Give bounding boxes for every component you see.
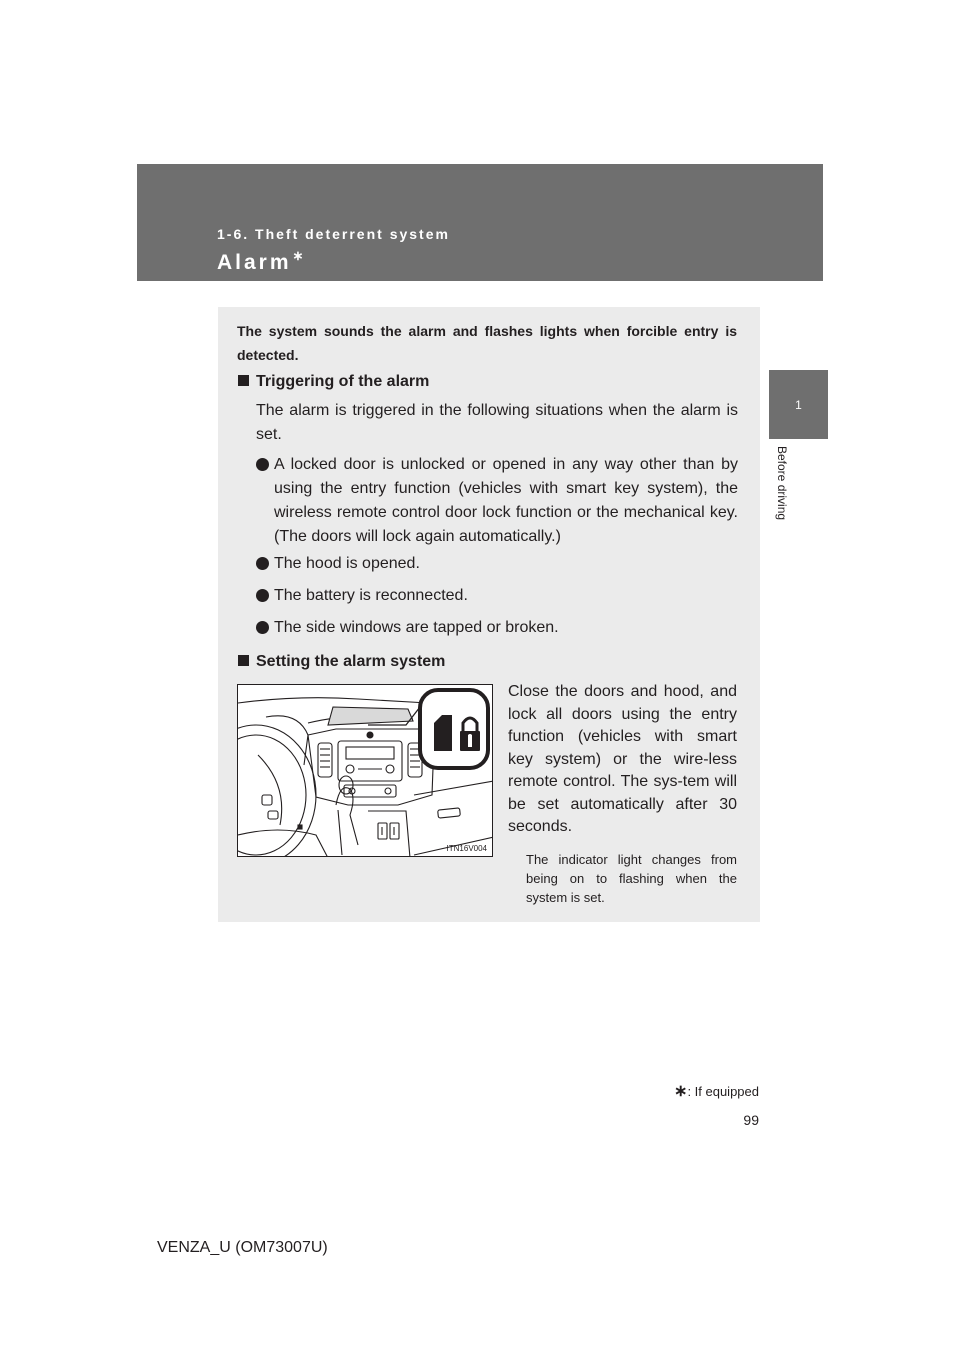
dashboard-drawing <box>238 685 493 857</box>
document-id: VENZA_U (OM73007U) <box>157 1239 328 1256</box>
bullet-text: The hood is opened. <box>274 555 420 572</box>
bullet-text: The side windows are tapped or broken. <box>274 619 559 636</box>
bullet-item <box>256 552 738 576</box>
header-band <box>137 164 823 281</box>
page-title <box>217 248 303 275</box>
dashboard-illustration <box>237 684 493 857</box>
bullet-item <box>256 616 738 640</box>
bullet-dot-icon <box>256 621 269 634</box>
square-bullet-icon <box>238 375 249 386</box>
chapter-tab[interactable] <box>769 370 828 439</box>
figure-code: ITN16V004 <box>446 844 487 853</box>
setting-note: The indicator light changes from being on to flashing when the system is set. <box>526 852 737 905</box>
triggering-text: The alarm is triggered in the following situations when the alarm is set. <box>256 402 738 443</box>
setting-heading-text: Setting the alarm system <box>256 653 446 670</box>
section-label: 1-6. Theft deterrent system <box>217 226 450 242</box>
bullet-item <box>256 584 738 608</box>
bullet-dot-icon <box>256 589 269 602</box>
bullet-dot-icon <box>256 557 269 570</box>
triggering-heading <box>238 373 429 391</box>
setting-text: Close the doors and hood, and lock all doors using the entry function (vehicles with smart key system) or the wire-less remote control. The sys-tem will be set automatically after 30 seconds. <box>508 683 737 835</box>
footnote-asterisk: ∗ <box>674 1083 688 1100</box>
square-bullet-icon <box>238 655 249 666</box>
page-number: 99 <box>743 1112 759 1128</box>
footnote-text: : If equipped <box>687 1084 759 1099</box>
chapter-number: 1 <box>795 397 802 412</box>
intro-text: The system sounds the alarm and flashes lights when forcible entry is detected. <box>237 323 737 363</box>
footnote <box>674 1081 759 1101</box>
bullet-dot-icon <box>256 458 269 471</box>
triggering-heading-text: Triggering of the alarm <box>256 373 430 390</box>
bullet-text: The battery is reconnected. <box>274 587 468 604</box>
chapter-name: Before driving <box>775 446 789 521</box>
bullet-item <box>256 453 738 549</box>
setting-heading <box>238 653 445 671</box>
title-asterisk: ∗ <box>292 248 304 263</box>
content-box <box>218 307 760 922</box>
page-title-text: Alarm <box>217 251 292 274</box>
bullet-text: A locked door is unlocked or opened in any way other than by using the entry function (vehicles with smart key system), the wireless remote control door lock function or the mechanical key. (The doors will lock again automatically.) <box>274 456 738 545</box>
